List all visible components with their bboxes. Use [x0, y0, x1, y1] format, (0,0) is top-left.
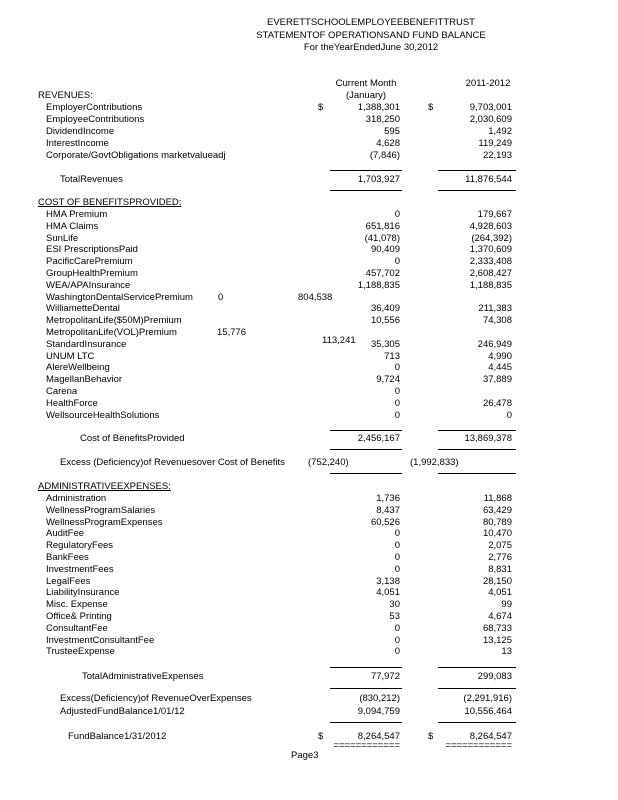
line-item-ytd: 68,733 [482, 622, 512, 634]
line-item-current: 0 [394, 362, 400, 374]
line-item-current: 0 [394, 552, 400, 563]
column-header-january: (January) [345, 90, 387, 101]
line-item-ytd: 2,030,609 [469, 114, 512, 125]
line-item-label: SunLife [46, 232, 79, 244]
line-item-current: 318,250 [365, 114, 400, 125]
line-item-current: 0 [394, 528, 400, 540]
line-item-ytd: 10,470 [482, 528, 512, 540]
line-item-label: Office& Printing [46, 611, 112, 622]
revenues-under-rule [330, 190, 402, 191]
line-item-current: 35,305 [370, 338, 400, 350]
line-item-current: 713 [384, 350, 400, 362]
line-item-current: 36,409 [370, 303, 400, 315]
line-item-label: HMA Claims [46, 220, 99, 232]
fund-balance-double-rule: ============ [333, 740, 400, 751]
revenues-total-rule-ytd [438, 170, 516, 171]
line-item-misaligned-value: 15,776 [217, 327, 247, 338]
line-item-current: 3,138 [376, 575, 400, 587]
report-period: For theYearEndedJune 30,2012 [303, 42, 439, 53]
line-item-current: 457,702 [365, 268, 400, 279]
line-item-ytd: 26,478 [482, 397, 512, 409]
line-item-label: EmployerContributions [46, 102, 143, 113]
benefits-total-rule-ytd [438, 430, 516, 431]
line-item-misaligned-value: 113,241 [322, 335, 356, 346]
line-item-current: 30 [389, 599, 400, 611]
line-item-ytd: 2,776 [488, 552, 512, 563]
line-item-current: 9,724 [376, 374, 400, 386]
line-item-ytd: 80,789 [482, 516, 512, 528]
line-item-label: InvestmentConsultantFee [46, 634, 155, 646]
line-item-current: 0 [394, 386, 400, 397]
line-item-ytd: 4,445 [488, 362, 512, 374]
line-item-ytd: 4,674 [488, 611, 512, 622]
line-item-ytd: 13,125 [482, 634, 512, 646]
line-item-ytd: 63,429 [482, 504, 512, 516]
line-item-label: WellnessProgramSalaries [46, 504, 156, 516]
line-item-label: EmployeeContributions [46, 114, 145, 125]
line-item-label: MagellanBehavior [46, 374, 123, 386]
line-item-label: ESI PrescriptionsPaid [46, 244, 138, 256]
revenues-total-rule [330, 170, 402, 171]
line-item-label: WellnessProgramExpenses [46, 516, 163, 528]
line-item-current: 651,816 [365, 220, 400, 232]
line-item-misaligned-value: 804,538 [298, 291, 333, 303]
excess-rule-ytd [438, 473, 516, 474]
line-item-label: WEA/APAInsurance [46, 279, 131, 291]
line-item-ytd: 22,193 [482, 150, 512, 161]
line-item-label: MetropolitanLife(VOL)Premium [46, 327, 177, 338]
total-revenues-ytd: 11,876,544 [465, 174, 512, 185]
line-item-ytd: 9,703,001 [469, 102, 512, 113]
line-item-ytd: 28,150 [482, 575, 512, 587]
admin-total-rule-ytd [438, 667, 516, 668]
line-item-label: StandardInsurance [46, 338, 127, 350]
line-item-ytd: 119,249 [478, 138, 512, 149]
line-item-current: 595 [384, 126, 400, 137]
line-item-label: LegalFees [46, 575, 91, 587]
total-admin-expenses-current: 77,972 [370, 671, 400, 682]
line-item-label: WashingtonDentalServicePremium [46, 291, 193, 303]
line-item-ytd: 11,868 [483, 493, 512, 504]
total-revenues-current: 1,703,927 [357, 174, 400, 185]
line-item-current: 1,188,835 [357, 279, 400, 291]
line-item-ytd: 246,949 [477, 338, 512, 350]
line-item-current: (41,078) [364, 232, 400, 244]
excess-revenues-over-benefits-current: (752,240) [308, 457, 349, 468]
cost-of-benefits-current: 2,456,167 [357, 433, 400, 444]
line-item-current: 8,437 [376, 504, 400, 516]
line-item-ytd: 4,928,603 [469, 220, 512, 232]
line-item-ytd: (264,392) [471, 232, 512, 244]
line-item-ytd: 179,667 [477, 209, 512, 220]
page-number: Page3 [291, 750, 319, 761]
benefits-heading: COST OF BENEFITSPROVIDED: [38, 197, 182, 208]
column-header-year: 2011-2012 [465, 78, 511, 89]
adjusted-fund-balance-ytd: 10,556,464 [464, 706, 512, 717]
line-item-ytd: 2,075 [488, 540, 512, 552]
line-item-label: MetropolitanLife($50M)Premium [46, 315, 182, 327]
revenues-under-rule-ytd [438, 190, 516, 191]
line-item-current: 0 [394, 646, 400, 658]
line-item-current: 53 [389, 611, 400, 622]
line-item-current: (7,846) [369, 150, 400, 161]
cost-of-benefits-ytd: 13,869,378 [464, 433, 512, 444]
line-item-label: TrusteeExpense [46, 646, 115, 658]
admin-under-rule [330, 688, 402, 689]
line-item-ytd: 0 [506, 409, 512, 421]
line-item-label: HealthForce [46, 397, 98, 409]
line-item-current: 0 [394, 634, 400, 646]
admin-under-rule-ytd [438, 688, 516, 689]
line-item-current: 60,526 [370, 516, 400, 528]
line-item-label: AlereWellbeing [46, 362, 110, 374]
line-item-current: 0 [394, 256, 400, 268]
adjusted-fund-balance-current: 9,094,759 [357, 706, 400, 717]
line-item-current: 1,736 [376, 493, 400, 504]
report-subtitle: STATEMENTOF OPERATIONSAND FUND BALANCE [256, 30, 486, 41]
line-item-ytd: 1,492 [488, 126, 512, 137]
excess-rule [330, 473, 402, 474]
excess-revenues-over-benefits-label: Excess (Deficiency)of Revenuesover Cost of Benefits [60, 457, 285, 468]
line-item-current: 0 [394, 540, 400, 552]
line-item-label: WellsourceHealthSolutions [46, 409, 160, 421]
line-item-label: ConsultantFee [46, 622, 108, 634]
line-item-ytd: 37,889 [482, 374, 512, 386]
fund-balance-current: 8,264,547 [357, 731, 400, 742]
admin-heading: ADMINISTRATIVEEXPENSES: [38, 481, 171, 492]
adjusted-fund-balance-label: AdjustedFundBalance1/01/12 [60, 706, 185, 717]
excess-revenue-over-expenses-current: (830,212) [359, 693, 400, 704]
line-item-current: 0 [394, 397, 400, 409]
fund-balance-double-rule-ytd: ============ [445, 740, 512, 751]
line-item-label: UNUM LTC [46, 350, 95, 362]
line-item-label: RegulatoryFees [46, 540, 114, 552]
excess-revenues-over-benefits-ytd: (1,992,833) [410, 457, 459, 468]
line-item-ytd: 1,370,609 [469, 244, 512, 256]
fund-balance-dollar-sign: $ [318, 731, 324, 742]
report-title: EVERETTSCHOOLEMPLOYEEBENEFITTRUST [267, 17, 475, 28]
line-item-label: Misc. Expense [46, 599, 108, 611]
benefits-under-rule [330, 449, 402, 450]
fund-balance-rule-ytd [438, 722, 516, 723]
line-item-current: 10,556 [370, 315, 400, 327]
total-revenues-label: TotalRevenues [60, 174, 123, 185]
revenues-dollar-sign: $ [318, 102, 324, 113]
line-item-current: 90,409 [370, 244, 400, 256]
line-item-ytd: 4,051 [488, 587, 512, 599]
line-item-label: LiabilityInsurance [46, 587, 120, 599]
line-item-ytd: 4,990 [488, 350, 512, 362]
line-item-current: 0 [394, 209, 400, 220]
column-header-current-month: Current Month [335, 78, 397, 89]
line-item-current: 0 [394, 409, 400, 421]
line-item-misaligned-value: 0 [218, 291, 224, 303]
revenues-dollar-sign-ytd: $ [428, 102, 434, 113]
revenues-heading: REVENUES: [38, 90, 93, 101]
line-item-label: GroupHealthPremium [46, 268, 138, 279]
fund-balance-dollar-sign-ytd: $ [428, 731, 434, 742]
admin-total-rule [330, 667, 402, 668]
benefits-under-rule-ytd [438, 449, 516, 450]
total-admin-expenses-label: TotalAdministrativeExpenses [82, 671, 204, 682]
line-item-label: HMA Premium [46, 209, 108, 220]
line-item-label: Corporate/GovtObligations marketvalueadj [46, 150, 226, 161]
line-item-current: 4,051 [376, 587, 400, 599]
line-item-ytd: 8,831 [488, 563, 512, 575]
line-item-label: InvestmentFees [46, 563, 114, 575]
fund-balance-label: FundBalance1/31/2012 [68, 731, 167, 742]
excess-revenue-over-expenses-label: Excess(Deficiency)of RevenueOverExpenses [60, 693, 252, 704]
line-item-current: 1,388,301 [357, 102, 400, 113]
line-item-ytd: 74,308 [482, 315, 512, 327]
line-item-ytd: 99 [501, 599, 512, 611]
line-item-current: 0 [394, 563, 400, 575]
line-item-ytd: 211,383 [478, 303, 512, 315]
line-item-ytd: 2,333,408 [469, 256, 512, 268]
line-item-label: Administration [46, 493, 107, 504]
line-item-ytd: 2,608,427 [469, 268, 512, 279]
line-item-label: Carena [46, 386, 78, 397]
fund-balance-ytd: 8,264,547 [469, 731, 512, 742]
benefits-total-rule [330, 430, 402, 431]
line-item-label: InterestIncome [46, 138, 109, 149]
line-item-label: WilliametteDental [46, 303, 120, 315]
fund-balance-rule [330, 722, 402, 723]
line-item-label: PacificCarePremium [46, 256, 133, 268]
excess-revenue-over-expenses-ytd: (2,291,916) [463, 693, 512, 704]
line-item-ytd: 1,188,835 [469, 279, 512, 291]
total-admin-expenses-ytd: 299,083 [477, 671, 512, 682]
line-item-label: BankFees [46, 552, 89, 563]
line-item-current: 4,628 [376, 138, 400, 149]
line-item-label: AuditFee [46, 528, 85, 540]
line-item-ytd: 13 [501, 646, 512, 658]
line-item-label: DividendIncome [46, 126, 115, 137]
cost-of-benefits-label: Cost of BenefitsProvided [80, 433, 185, 444]
line-item-current: 0 [394, 622, 400, 634]
